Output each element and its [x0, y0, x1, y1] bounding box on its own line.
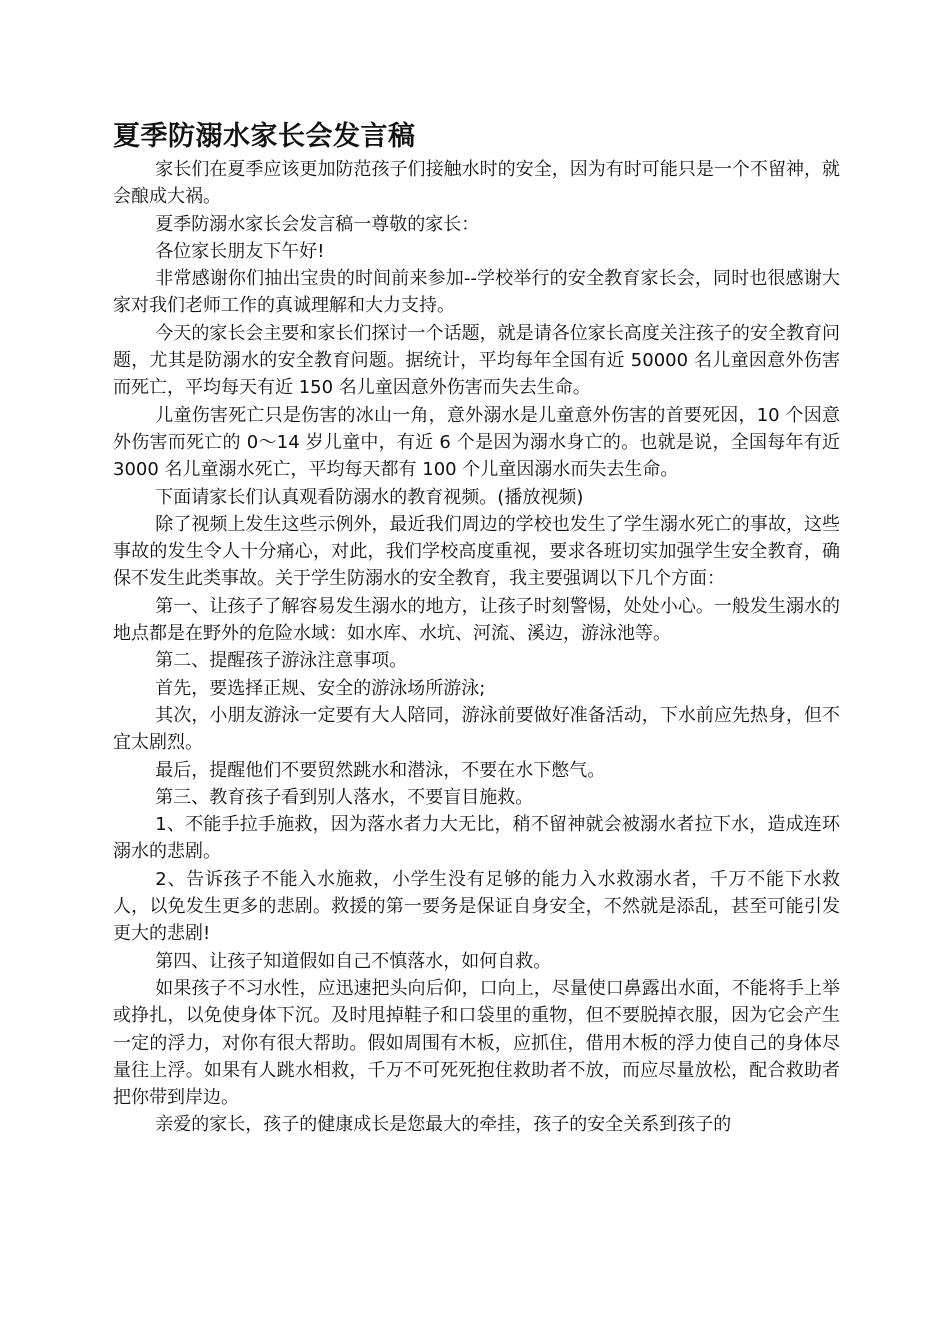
paragraph-closing: 亲爱的家长，孩子的健康成长是您最大的牵挂，孩子的安全关系到孩子的	[155, 1114, 732, 1136]
paragraph-item-1: 1、不能手拉手施救，因为落水者力大无比，稍不留神就会被溺水者拉下水，造成连环溺水的悲剧。	[113, 814, 840, 863]
paragraph-item-2: 2、告诉孩子不能入水施救，小学生没有足够的能力入水救溺水者，千万不能下水救人，以免发生更多的悲剧。救援的第一要务是保证自身安全，不然就是添乱，甚至可能引发更大的悲剧!	[113, 868, 840, 945]
paragraph-point-four: 第四、让孩子知道假如自己不慎落水，如何自救。	[155, 950, 552, 972]
paragraph-first: 首先，要选择正规、安全的游泳场所游泳;	[155, 677, 486, 699]
paragraph-intro: 家长们在夏季应该更加防范孩子们接触水时的安全，因为有时可能只是一个不留神，就会酿成大祸。	[113, 159, 840, 208]
paragraph-thanks: 非常感谢你们抽出宝贵的时间前来参加--学校举行的安全教育家长会，同时也很感谢大家对我们老师工作的真诚理解和大力支持。	[113, 268, 840, 317]
paragraph-last: 最后，提醒他们不要贸然跳水和潜泳，不要在水下憋气。	[155, 759, 606, 781]
paragraph-greeting: 各位家长朋友下午好!	[155, 240, 325, 262]
paragraph-video: 下面请家长们认真观看防溺水的教育视频。(播放视频)	[155, 486, 584, 508]
paragraph-point-three: 第三、教育孩子看到别人落水，不要盲目施救。	[155, 786, 534, 808]
document-page	[113, 118, 840, 1139]
paragraph-incidents: 除了视频上发生这些示例外，最近我们周边的学校也发生了学生溺水死亡的事故，这些事故的发生令人十分痛心，对此，我们学校高度重视，要求各班切实加强学生安全教育，确保不发生此类事故。关于学生防溺水的安全教育，我主要强调以下几个方面：	[113, 513, 840, 590]
paragraph-second: 其次，小朋友游泳一定要有大人陪同，游泳前要做好准备活动，下水前应先热身，但不宜太剧烈。	[113, 704, 840, 754]
paragraph-self-rescue: 如果孩子不习水性，应迅速把头向后仰，口向上，尽量使口鼻露出水面，不能将手上举或挣扎，以免使身体下沉。及时甩掉鞋子和口袋里的重物，但不要脱掉衣服，因为它会产生一定的浮力，对你有很大帮助。假如周围有木板，应抓住，借用木板的浮力使自己的身体尽量往上浮。如果有人跳水相救，千万不可死死抱住救助者不放，而应尽量放松，配合救助者把你带到岸边。	[113, 977, 840, 1109]
paragraph-point-one: 第一、让孩子了解容易发生溺水的地方，让孩子时刻警惕，处处小心。一般发生溺水的地点都是在野外的危险水域：如水库、水坑、河流、溪边，游泳池等。	[113, 595, 840, 645]
paragraph-point-two: 第二、提醒孩子游泳注意事项。	[155, 650, 408, 672]
paragraph-salutation: 夏季防溺水家长会发言稿一尊敬的家长：	[155, 213, 480, 235]
paragraph-statistics: 儿童伤害死亡只是伤害的冰山一角，意外溺水是儿童意外伤害的首要死因，10 个因意外伤害而死亡的 0～14 岁儿童中，有近 6 个是因为溺水身亡的。也就是说，全国每年有近 3000 名儿童溺水死亡，平均每天都有 100 个儿童因溺水而失去生命。	[113, 404, 840, 481]
document-title: 夏季防溺水家长会发言稿	[113, 121, 416, 152]
paragraph-topic: 今天的家长会主要和家长们探讨一个话题，就是请各位家长高度关注孩子的安全教育问题，尤其是防溺水的安全教育问题。据统计，平均每年全国有近 50000 名儿童因意外伤害而死亡，平均每天有近 150 名儿童因意外伤害而失去生命。	[113, 322, 840, 399]
